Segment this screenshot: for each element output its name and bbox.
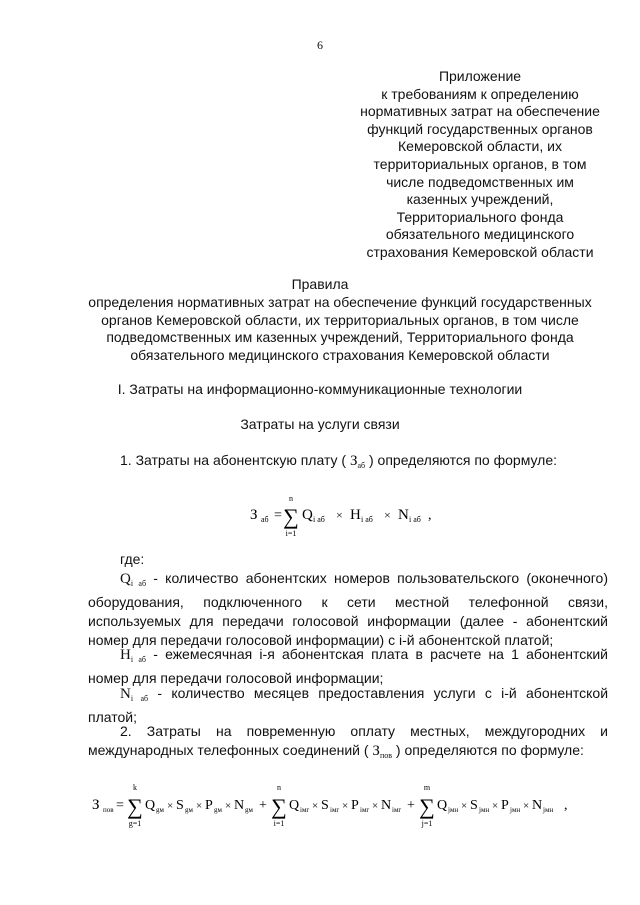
sum-bottom: i=1 <box>285 529 297 538</box>
formula-lhs: З <box>92 797 100 813</box>
sum-sigma: ∑ <box>283 504 299 529</box>
term-sub: iмг <box>330 806 340 814</box>
term-sym: P <box>205 798 213 813</box>
sum-bottom: i=1 <box>273 819 285 828</box>
times-sign: × <box>167 800 174 812</box>
symbol-h: H <box>120 647 131 663</box>
term-sub: gм <box>245 806 253 814</box>
definition-text: - ежемесячная i-я абонентская плата в расчете на 1 абонентский <box>153 646 609 662</box>
symbol-z: З <box>349 453 358 469</box>
term-n: N <box>398 507 409 523</box>
formula-lhs-sub: аб <box>261 515 269 524</box>
symbol-sub: i аб <box>130 655 146 664</box>
plus-sign: + <box>259 798 267 813</box>
term-sym: P <box>501 798 509 813</box>
term-sym: Q <box>145 798 156 813</box>
term-h: H <box>350 507 361 523</box>
times-sign: × <box>196 800 203 812</box>
term-sym: S <box>470 798 478 813</box>
symbol-sub: пов <box>379 751 392 760</box>
formula-lhs-sub: пов <box>103 806 114 814</box>
rules-subtitle-line: подведомственных им казенных учреждений, Территориального фонда <box>106 329 574 345</box>
appendix-line: Кемеровской области, их <box>398 138 562 155</box>
appendix-line: к требованиям к определению <box>381 85 579 102</box>
sum-bottom: g=1 <box>128 819 142 828</box>
subsection-heading: Затраты на услуги связи <box>240 416 400 432</box>
page-number: 6 <box>317 38 323 52</box>
term-q-sub: i аб <box>313 515 325 524</box>
sum-top: n <box>277 783 281 792</box>
sum-top: m <box>423 783 431 792</box>
term-sym: N <box>234 798 245 813</box>
times-sign: × <box>336 508 343 522</box>
times-sign: × <box>461 800 468 812</box>
formula-end: , <box>564 798 568 813</box>
formula-eq: = <box>116 798 124 813</box>
appendix-line: территориальных органов, в том <box>373 155 587 172</box>
sum-sigma: ∑ <box>127 794 143 819</box>
term-sub: iмг <box>300 806 310 814</box>
rules-subtitle-line: органов Кемеровской области, их территориальных органов, в том числе <box>101 311 579 328</box>
definition-text: - количество абонентских номеров пользовательского (оконечного) <box>153 570 609 586</box>
formula-povremennaya <box>88 778 600 834</box>
term-sub: gм <box>156 806 164 814</box>
paragraph-1-text: 1. Затраты на абонентскую плату ( <box>120 452 347 468</box>
term-sub: iмг <box>360 806 370 814</box>
definition-text: - количество месяцев предоставления услуги с i-й абонентской <box>157 685 609 701</box>
plus-sign: + <box>407 798 415 813</box>
term-q: Q <box>302 507 313 523</box>
rules-subtitle-line: обязательного медицинского страхования Кемеровской области <box>130 346 550 363</box>
paragraph-1 <box>120 452 557 470</box>
times-sign: × <box>523 800 530 812</box>
term-n-sub: i аб <box>409 515 421 524</box>
appendix-line: нормативных затрат на обеспечение <box>360 103 600 120</box>
formula-end: , <box>428 508 432 523</box>
term-sym: N <box>532 798 543 813</box>
term-sub: gм <box>214 806 222 814</box>
sum-top: n <box>289 494 293 503</box>
appendix-line: функций государственных органов <box>367 120 593 137</box>
term-sym: S <box>176 798 184 813</box>
times-sign: × <box>384 508 391 522</box>
symbol-sub: аб <box>357 461 366 470</box>
times-sign: × <box>342 800 349 812</box>
definition-q <box>88 569 608 650</box>
times-sign: × <box>492 800 499 812</box>
term-sub: jмн <box>479 806 490 814</box>
where-label: где: <box>120 551 145 567</box>
appendix-line: числе подведомственных им <box>386 173 574 190</box>
sum-bottom: j=1 <box>421 819 433 828</box>
symbol-sub: i аб <box>130 579 147 588</box>
paragraph-2-text: 2. Затраты на повременную оплату местных, междугородних и <box>120 723 608 739</box>
term-sym: Q <box>437 798 448 813</box>
definition-text: номер для передачи голосовой информации; <box>88 670 384 686</box>
times-sign: × <box>225 800 232 812</box>
definition-n <box>88 684 608 727</box>
formula-abonent <box>240 490 440 540</box>
term-h-sub: i аб <box>361 515 373 524</box>
sum-sigma: ∑ <box>419 794 435 819</box>
rules-subtitle-line: определения нормативных затрат на обеспечение функций государственных <box>88 294 592 310</box>
rules-title: Правила <box>291 276 349 292</box>
appendix-line: казенных учреждений, <box>406 191 554 208</box>
definition-text: используемых для передачи голосовой информации (далее - абонентский <box>88 613 608 629</box>
term-sym: S <box>321 798 329 813</box>
definition-text: платой; <box>88 709 137 725</box>
term-sub: gм <box>185 806 193 814</box>
appendix-line: Приложение <box>438 68 522 84</box>
symbol-q: Q <box>120 571 131 587</box>
definition-text: номер для передачи голосовой информации) с i-й абонентской платой; <box>88 632 554 648</box>
paragraph-2-text: международных телефонных соединений ( <box>88 742 369 758</box>
formula-lhs: З <box>250 507 258 523</box>
sum-sigma: ∑ <box>271 794 287 819</box>
appendix-line: Территориального фонда <box>396 208 564 225</box>
paragraph-2-text: ) определяются по формуле: <box>395 742 584 758</box>
section-heading: I. Затраты на информационно-коммуникационные технологии <box>117 381 523 397</box>
appendix-line: страхования Кемеровской области <box>366 243 594 260</box>
sum-top: k <box>133 783 137 792</box>
paragraph-1-text: ) определяются по формуле: <box>369 452 558 468</box>
symbol-z: З <box>372 743 380 759</box>
formula-eq: = <box>274 508 282 523</box>
term-sub: iмг <box>392 806 402 814</box>
definition-text: оборудования, подключенного к сети местной телефонной связи, <box>88 594 608 610</box>
times-sign: × <box>372 800 379 812</box>
rules-subtitle <box>80 294 600 364</box>
term-sym: P <box>351 798 359 813</box>
term-sym: Q <box>289 798 300 813</box>
appendix-line: обязательного медицинского <box>385 226 575 243</box>
paragraph-2 <box>88 722 608 765</box>
term-sub: jмн <box>448 806 459 814</box>
term-sym: N <box>381 798 392 813</box>
symbol-n: N <box>120 686 131 702</box>
symbol-sub: i аб <box>130 694 149 703</box>
appendix-header <box>352 68 608 262</box>
definition-h <box>88 645 608 688</box>
term-sub: jмн <box>510 806 521 814</box>
term-sub: jмн <box>543 806 554 814</box>
times-sign: × <box>312 800 319 812</box>
